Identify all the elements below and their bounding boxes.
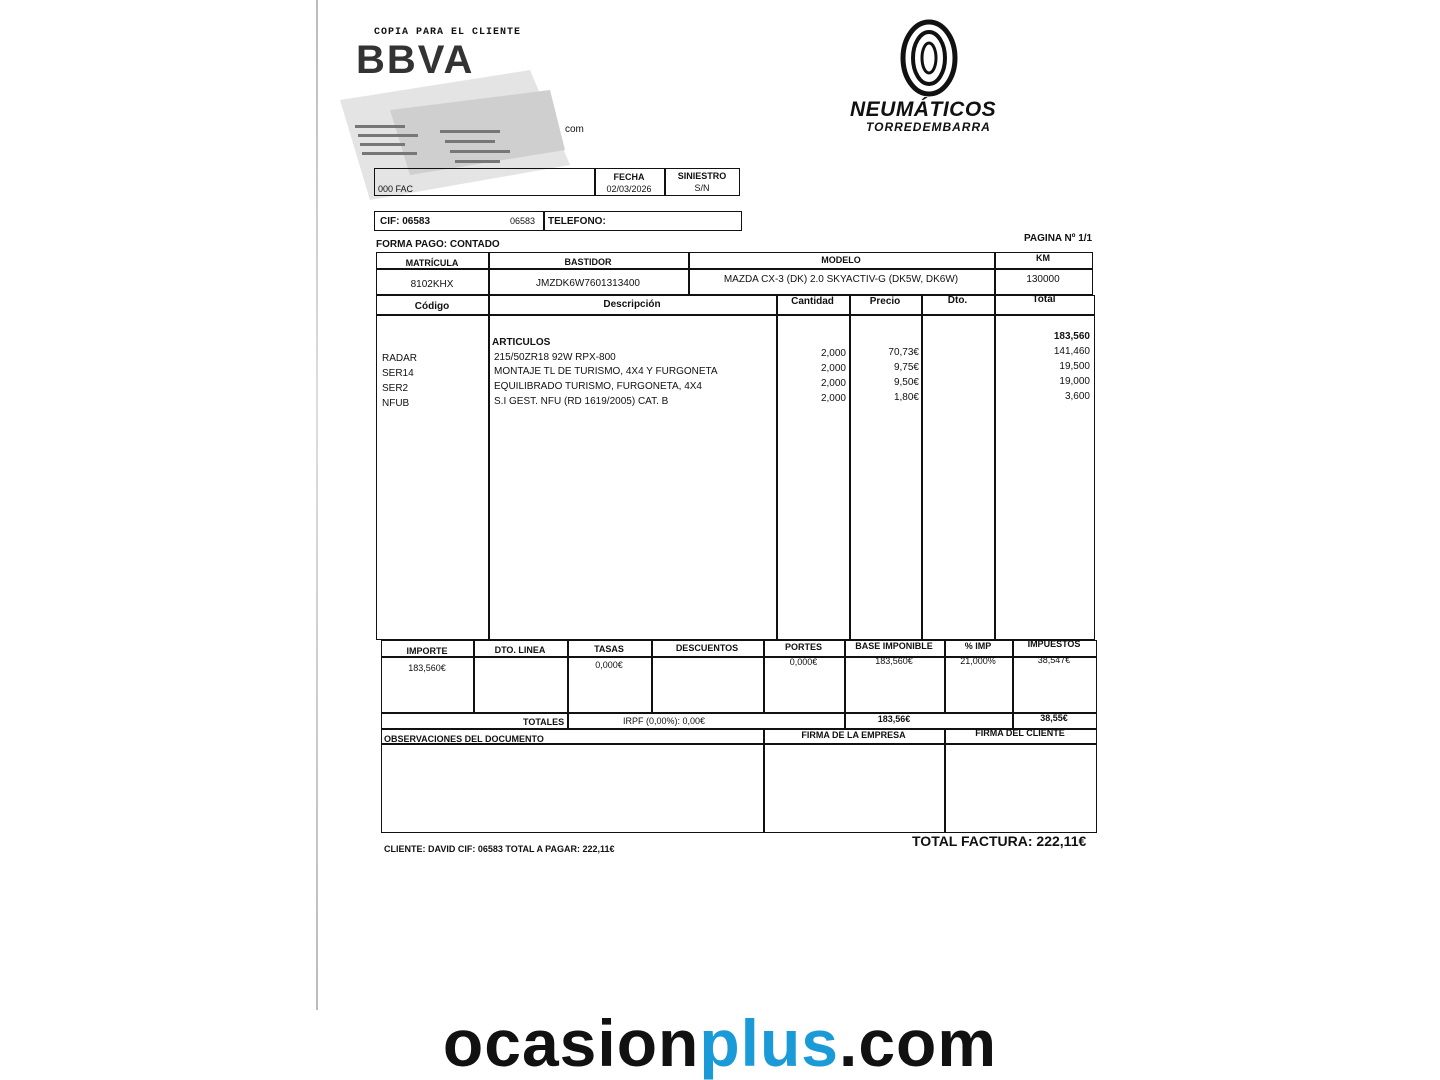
total-factura: TOTAL FACTURA: 222,11€	[912, 833, 1087, 849]
irpf-label: IRPF (0,00%): 0,00€	[623, 716, 706, 726]
item-qty: 2,000	[820, 378, 846, 389]
pagina-label: PAGINA Nº 1/1	[1024, 233, 1093, 244]
item-code: NFUB	[382, 398, 410, 409]
siniestro-value: S/N	[694, 183, 710, 193]
item-total: 19,500	[1059, 361, 1090, 372]
copy-label: COPIA PARA EL CLIENTE	[374, 27, 522, 38]
item-total: 3,600	[1064, 391, 1090, 402]
tire-logo-icon	[898, 18, 960, 98]
watermark-part3: .com	[839, 1006, 998, 1080]
summary-header-tasas: TASAS	[594, 644, 624, 654]
company-name: NEUMÁTICOS	[850, 98, 997, 121]
total-impuestos: 38,55€	[1040, 713, 1068, 723]
item-qty: 2,000	[820, 393, 846, 404]
email-fragment: com	[565, 124, 584, 135]
items-header-dto: Dto.	[947, 295, 968, 306]
summary-header-base: BASE IMPONIBLE	[855, 641, 933, 651]
summary-header-dto-linea: DTO. LINEA	[494, 645, 546, 655]
siniestro-label: SINIESTRO	[677, 171, 727, 181]
summary-header-descuentos: DESCUENTOS	[675, 643, 739, 653]
summary-impuestos: 38,547€	[1037, 655, 1071, 665]
item-price: 9,50€	[893, 377, 919, 388]
items-group-label: ARTICULOS	[492, 337, 551, 348]
item-qty: 2,000	[820, 348, 846, 359]
items-header-cantidad: Cantidad	[791, 296, 834, 307]
vehicle-modelo: MAZDA CX-3 (DK) 2.0 SKYACTIV-G (DK5W, DK6W)	[723, 274, 959, 285]
telefono-label: TELEFONO:	[548, 216, 606, 227]
cliente-summary-line: CLIENTE: DAVID CIF: 06583 TOTAL A PAGAR: 222,11€	[384, 844, 615, 854]
cif-repeat: 06583	[510, 216, 536, 226]
item-price: 1,80€	[893, 392, 919, 403]
item-total: 141,460	[1053, 346, 1090, 357]
watermark-part2: plus	[699, 1006, 840, 1080]
vehicle-header-modelo: MODELO	[821, 255, 861, 265]
item-price: 70,73€	[888, 347, 919, 358]
item-qty: 2,000	[820, 363, 846, 374]
vehicle-header-km: KM	[1036, 253, 1050, 263]
firma-empresa-label: FIRMA DE LA EMPRESA	[801, 730, 906, 740]
firma-cliente-label: FIRMA DEL CLIENTE	[975, 728, 1065, 738]
invoice-number: 000 FAC	[378, 184, 414, 194]
vehicle-matricula: 8102KHX	[410, 279, 454, 290]
summary-header-importe: IMPORTE	[406, 646, 448, 656]
item-code: SER14	[382, 368, 414, 379]
forma-pago: FORMA PAGO: CONTADO	[376, 239, 500, 250]
item-total: 19,000	[1059, 376, 1090, 387]
summary-header-portes: PORTES	[784, 642, 822, 652]
vehicle-bastidor: JMZDK6W7601313400	[536, 278, 640, 289]
summary-importe: 183,560€	[408, 663, 446, 673]
fecha-label: FECHA	[613, 172, 645, 182]
summary-base: 183,560€	[875, 656, 913, 666]
item-desc: EQUILIBRADO TURISMO, FURGONETA, 4X4	[494, 381, 702, 392]
item-code: RADAR	[382, 353, 418, 364]
watermark-part1: ocasion	[442, 1006, 700, 1080]
ocasionplus-watermark	[0, 1006, 1440, 1080]
summary-tasas: 0,000€	[595, 660, 623, 670]
item-desc: 215/50ZR18 92W RPX-800	[494, 352, 616, 363]
vehicle-header-bastidor: BASTIDOR	[564, 257, 612, 267]
fecha-value: 02/03/2026	[606, 184, 652, 194]
items-header-precio: Precio	[869, 296, 901, 307]
total-base: 183,56€	[877, 714, 911, 724]
cif-label: CIF: 06583	[380, 216, 431, 227]
item-desc: MONTAJE TL DE TURISMO, 4X4 Y FURGONETA	[494, 366, 718, 377]
items-header-total: Total	[1032, 294, 1056, 305]
summary-header-pct-imp: % IMP	[964, 641, 992, 651]
items-header-descripcion: Descripción	[603, 299, 661, 310]
item-code: SER2	[382, 383, 409, 394]
items-header-codigo: Código	[414, 301, 450, 312]
items-group-total: 183,560	[1053, 331, 1090, 342]
items-table	[376, 295, 1095, 640]
summary-portes: 0,000€	[789, 657, 818, 667]
bank-logo: BBVA	[356, 38, 475, 82]
summary-pct-imp: 21,000%	[960, 656, 996, 666]
item-price: 9,75€	[893, 362, 919, 373]
company-city: TORREDEMBARRA	[866, 120, 991, 134]
totales-label: TOTALES	[523, 717, 565, 727]
observaciones-label: OBSERVACIONES DEL DOCUMENTO	[384, 734, 544, 744]
scan-page-edge	[316, 0, 318, 1010]
vehicle-km: 130000	[1026, 274, 1060, 285]
vehicle-header-matricula: MATRÍCULA	[405, 258, 459, 268]
summary-header-impuestos: IMPUESTOS	[1027, 639, 1081, 649]
item-desc: S.I GEST. NFU (RD 1619/2005) CAT. B	[494, 396, 669, 407]
